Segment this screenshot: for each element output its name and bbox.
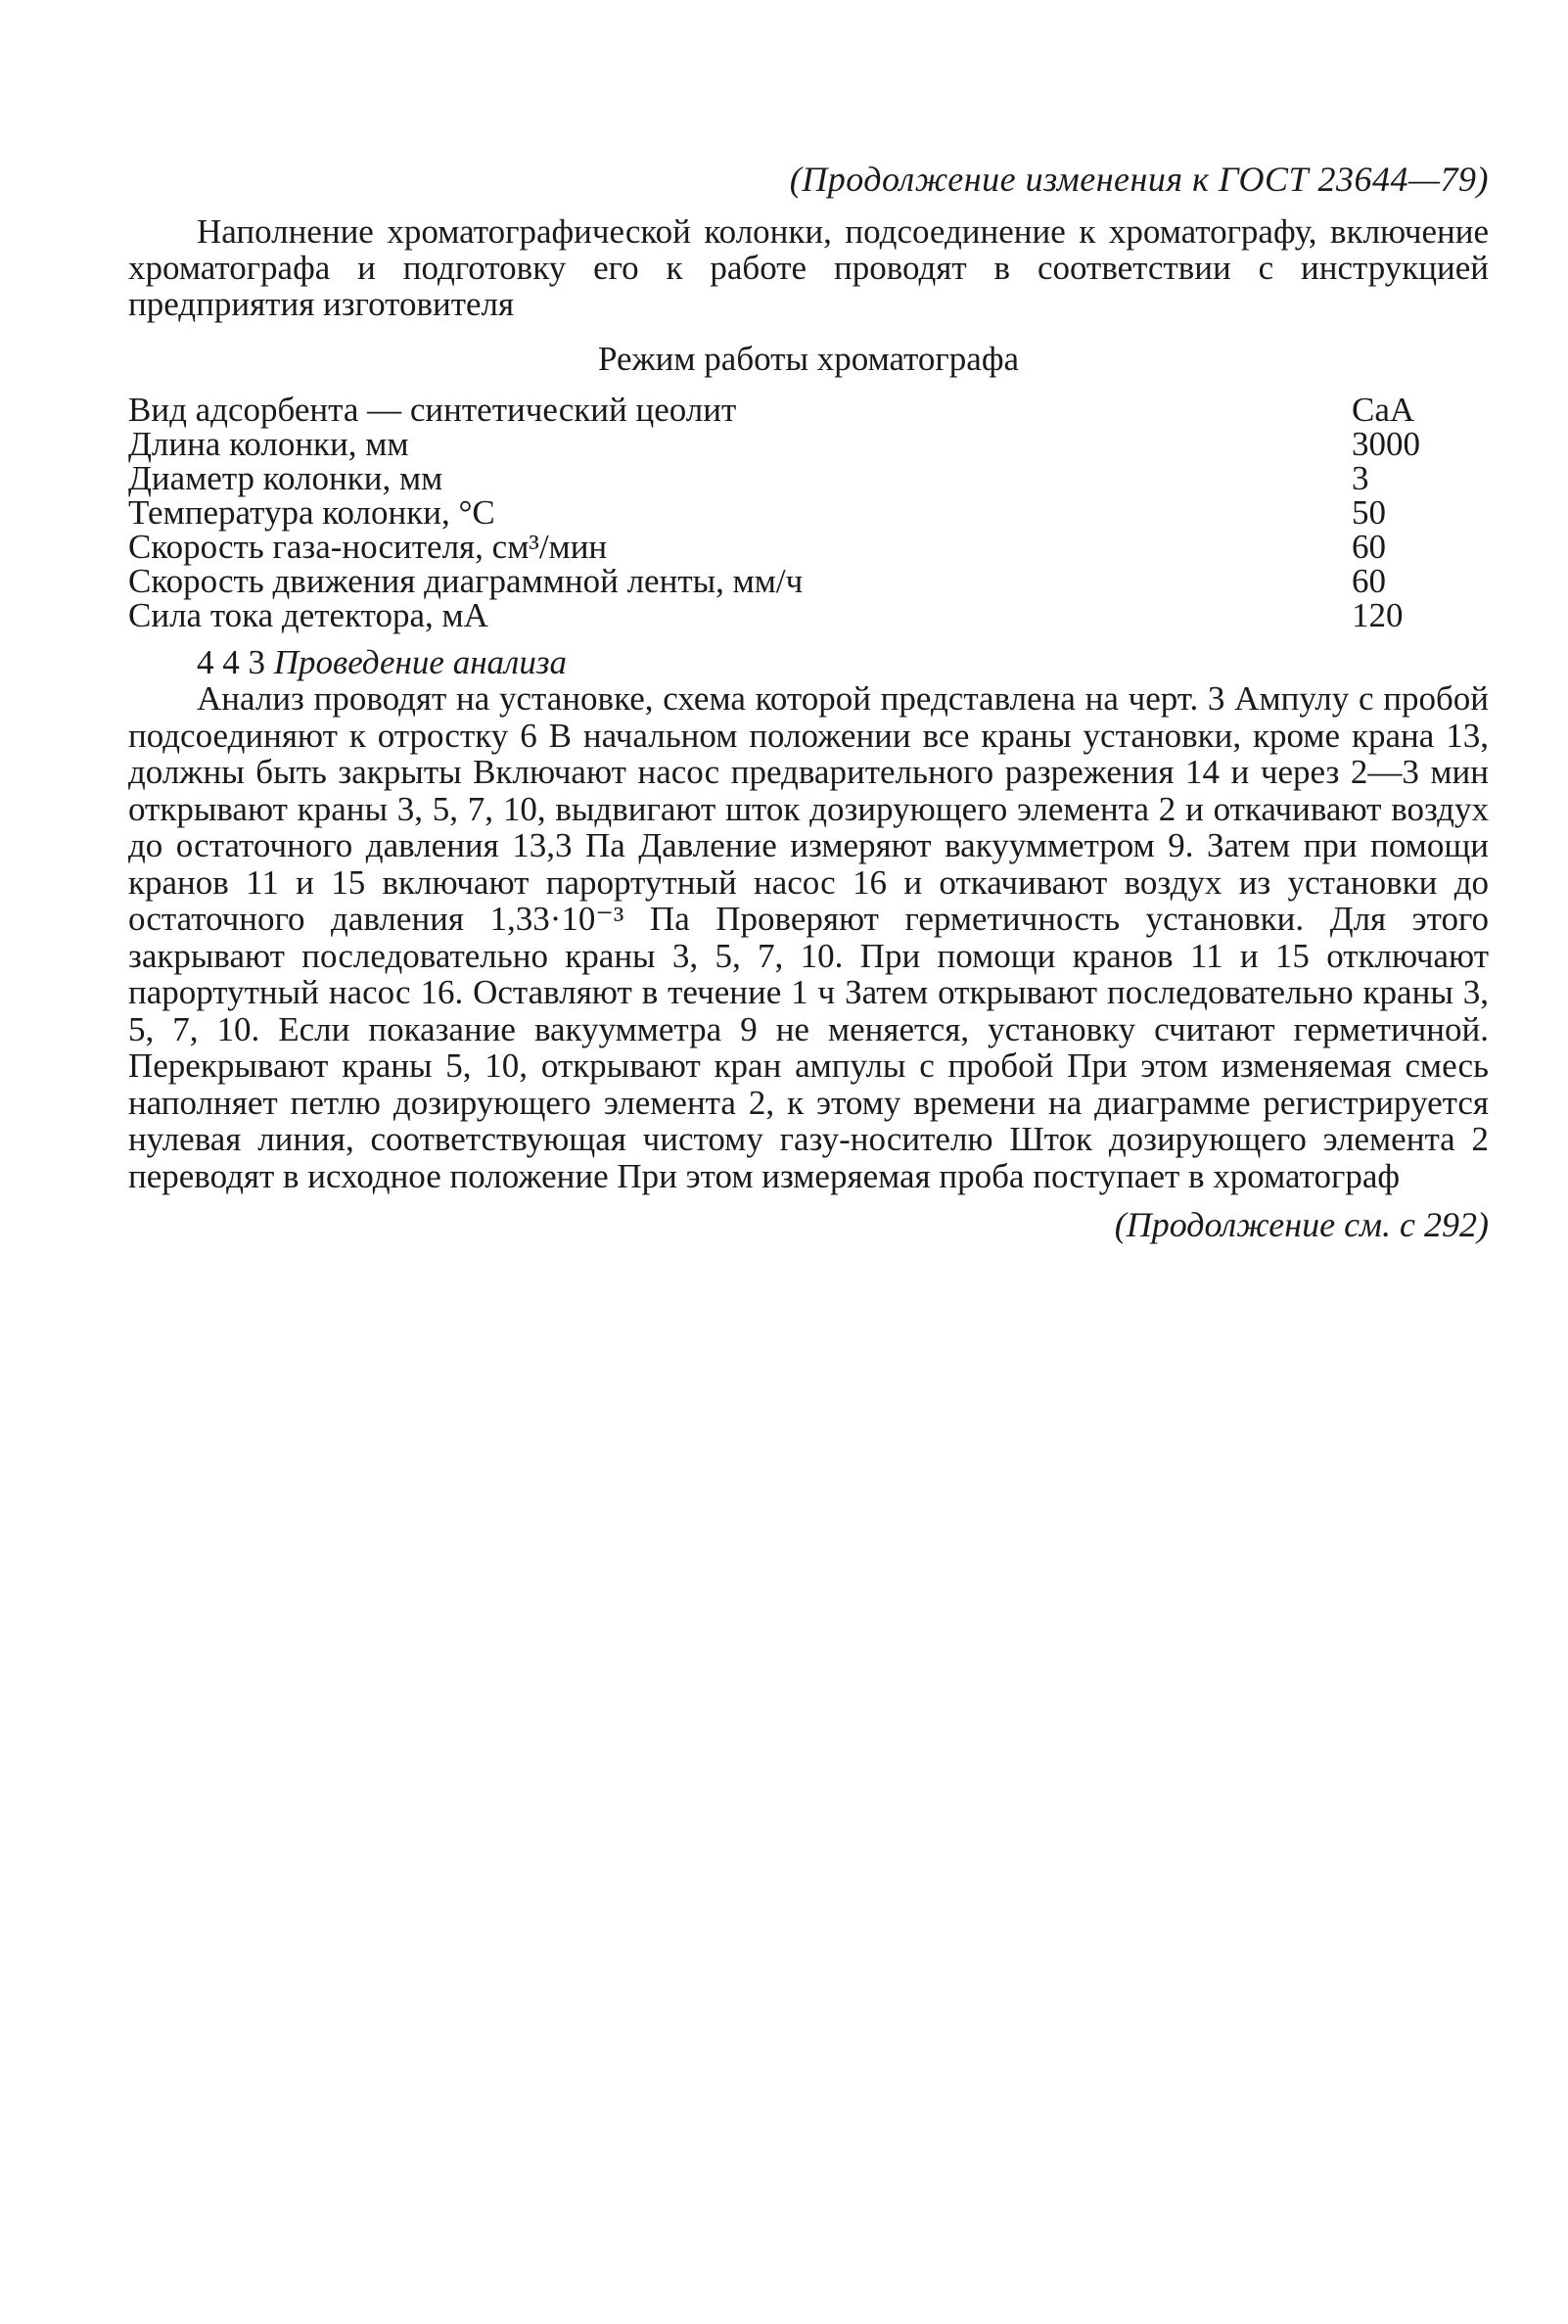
parameter-row — [128, 598, 1489, 632]
continuation-header: (Продолжение изменения к ГОСТ 23644—79) — [789, 160, 1489, 199]
parameter-value: 3000 — [1352, 425, 1420, 463]
parameter-label: Диаметр колонки, мм — [128, 459, 443, 497]
parameter-value: 50 — [1352, 493, 1386, 532]
parameter-row — [128, 530, 1489, 564]
subsection-number: 4 4 3 — [197, 643, 265, 681]
subsection-heading — [128, 644, 1489, 680]
parameter-row — [128, 427, 1489, 461]
document-page — [128, 157, 1489, 1247]
parameter-row — [128, 564, 1489, 598]
parameter-row — [128, 461, 1489, 495]
parameter-row — [128, 393, 1489, 427]
mode-heading: Режим работы хроматографа — [597, 340, 1020, 378]
parameter-row — [128, 495, 1489, 530]
subsection-title: Проведение анализа — [273, 643, 567, 681]
parameter-value: 60 — [1352, 562, 1386, 600]
parameter-label: Вид адсорбента — синтетический цеолит — [128, 391, 737, 429]
parameters-table — [128, 393, 1489, 632]
parameter-value: 3 — [1352, 459, 1369, 497]
parameter-label: Длина колонки, мм — [128, 425, 409, 463]
parameter-label: Сила тока детектора, мА — [128, 596, 488, 634]
intro-paragraph: Наполнение хроматографической колонки, подсоединение к хроматографу, включение хроматографа и подготовку его к работе проводят в соответствии с инструкцией предприятия изготовителя — [128, 212, 1489, 323]
parameter-label: Скорость газа-носителя, см³/мин — [128, 528, 608, 566]
parameter-value: 60 — [1352, 528, 1386, 566]
parameter-value: CaA — [1352, 391, 1415, 429]
parameter-label: Температура колонки, °С — [128, 493, 495, 532]
analysis-paragraph: Анализ проводят на установке, схема которой представлена на черт. 3 Ампулу с пробой подсоединяют к отростку 6 В начальном положении все краны установки, кроме крана 13, должны быть закрыты Включают насос предварительного разрежения 14 и через 2—3 мин открывают краны 3, 5, 7, 10, выдвигают шток дозирующего элемента 2 и откачивают воздух до остаточного давления 13,3 Па Давление измеряют вакуумметром 9. Затем при помощи кранов 11 и 15 включают парортутный насос 16 и откачивают воздух из установки до остаточного давления 1,33·10⁻³ Па Проверяют герметичность установки. Для этого закрывают последовательно краны 3, 5, 7, 10. При помощи кранов 11 и 15 отключают парортутный насос 16. Оставляют в течение 1 ч Затем открывают последовательно краны 3, 5, 7, 10. Если показание вакуумметра 9 не меняется, установку считают герметичной. Перекрывают краны 5, 10, открывают кран ампулы с пробой При этом изменяемая смесь наполняет петлю дозирующего элемента 2, к этому времени на диаграмме регистрируется нулевая линия, соответствующая чистому газу-носителю Шток дозирующего элемента 2 переводят в исходное положение При этом измеряемая проба поступает в хроматограф — [128, 679, 1489, 1195]
continuation-footer: (Продолжение см. с 292) — [1114, 1205, 1489, 1244]
parameter-value: 120 — [1352, 596, 1404, 634]
parameter-label: Скорость движения диаграммной ленты, мм/ч — [128, 562, 804, 600]
